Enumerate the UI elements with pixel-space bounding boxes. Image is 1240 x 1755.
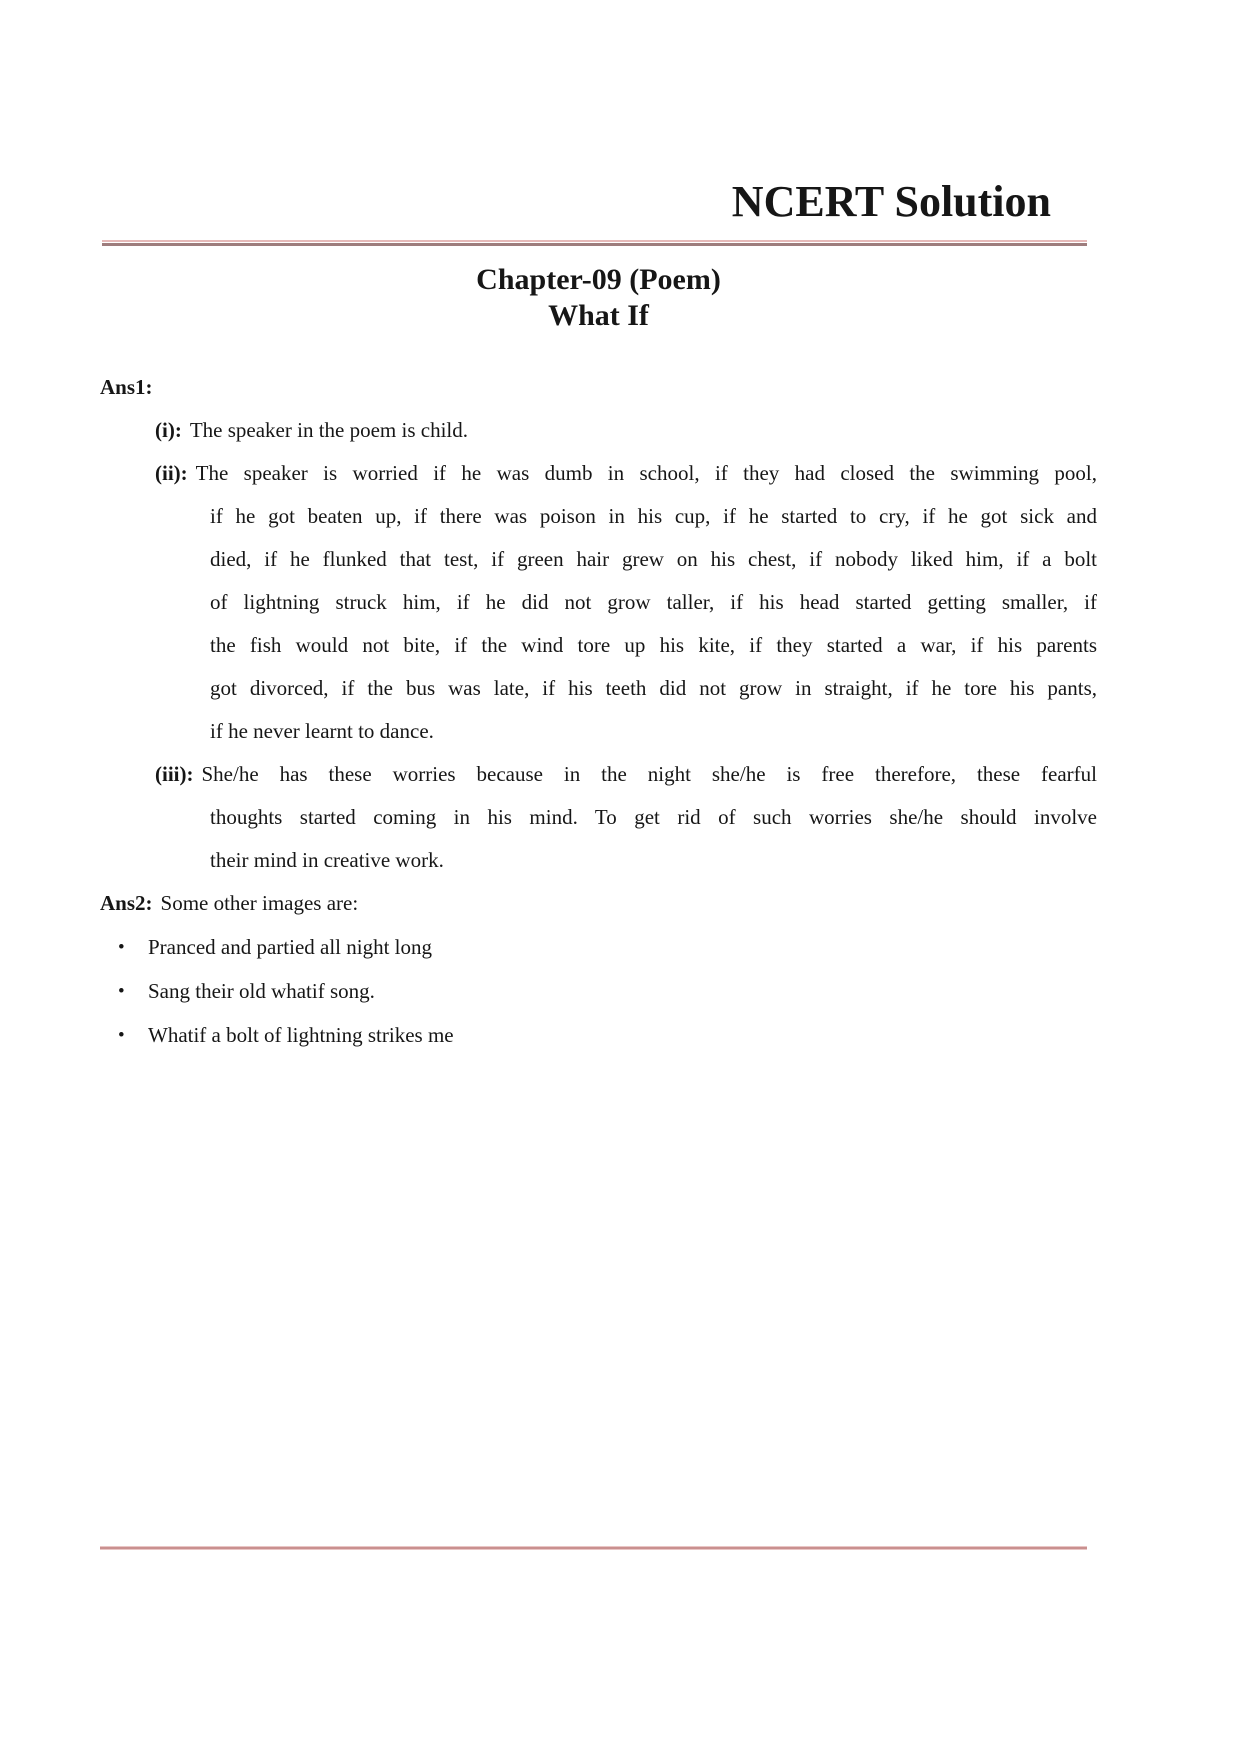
ans1-item-ii-text-1: The speaker is worried if he was dumb in school, if they had closed the swimming pool, (195, 461, 1097, 485)
chapter-heading: Chapter-09 (Poem) (476, 263, 721, 296)
ans2-intro: Some other images are: (160, 891, 359, 915)
list-item (100, 970, 1097, 1013)
ans1-item-i-line (155, 409, 1097, 452)
ans2-label: Ans2: (100, 891, 153, 915)
ans1-item-ii-line-4: of lightning struck him, if he did not grow taller, if his head started getting smaller, if (210, 590, 1097, 614)
ans1-item-ii (100, 452, 1097, 753)
bullet-text: Sang their old whatif song. (148, 979, 375, 1003)
ans1-item-i (100, 409, 1097, 452)
footer-rule (100, 1546, 1087, 1550)
bullet-text: Pranced and partied all night long (148, 935, 433, 959)
footer-rule-light-bottom-line (100, 1549, 1087, 1550)
list-item (100, 926, 1097, 969)
list-item (100, 1014, 1097, 1057)
ans1-item-ii-line-1 (155, 452, 1097, 495)
chapter-subheading: What If (548, 299, 649, 332)
bullet-icon (118, 926, 125, 969)
ans1-item-ii-label: (ii): (155, 461, 188, 485)
ans1-item-iii (100, 753, 1097, 882)
header-rule-dark-line (102, 243, 1087, 246)
ans1-item-i-text: The speaker in the poem is child. (189, 418, 468, 442)
page-title: NCERT Solution (731, 177, 1051, 226)
ans1-item-iii-line-3: their mind in creative work. (210, 848, 444, 872)
ans2-bullet-list (100, 926, 1097, 1057)
ans1-item-ii-line-5: the fish would not bite, if the wind tore up his kite, if they started a war, if his parents (210, 633, 1097, 657)
ans1-item-ii-line-2: if he got beaten up, if there was poison in his cup, if he started to cry, if he got sick and (210, 504, 1097, 528)
ans1-item-ii-line-7: if he never learnt to dance. (210, 719, 434, 743)
header-rule (102, 240, 1087, 246)
ans1-item-iii-line-2: thoughts started coming in his mind. To get rid of such worries she/he should involve (210, 805, 1097, 829)
ans1-label: Ans1: (100, 375, 153, 399)
page-content (0, 176, 1240, 1057)
chapter-heading-block (100, 262, 1097, 334)
ans1-item-i-label: (i): (155, 418, 182, 442)
bullet-text: Whatif a bolt of lightning strikes me (148, 1023, 454, 1047)
ans1-item-iii-text-1: She/he has these worries because in the night she/he is free therefore, these fearful (201, 762, 1097, 786)
bullet-icon (118, 1014, 125, 1057)
ans1-item-iii-line-1 (155, 753, 1097, 796)
ans2-heading-line (100, 882, 1097, 925)
header-rule-light-line (102, 240, 1087, 242)
bullet-icon (118, 970, 125, 1013)
answers-section (100, 366, 1097, 1057)
ans1-item-ii-line-3: died, if he flunked that test, if green hair grew on his chest, if nobody liked him, if a bolt (210, 547, 1097, 571)
ans1-item-iii-label: (iii): (155, 762, 194, 786)
ans1-item-ii-line-6: got divorced, if the bus was late, if his teeth did not grow in straight, if he tore his pants, (210, 676, 1097, 700)
